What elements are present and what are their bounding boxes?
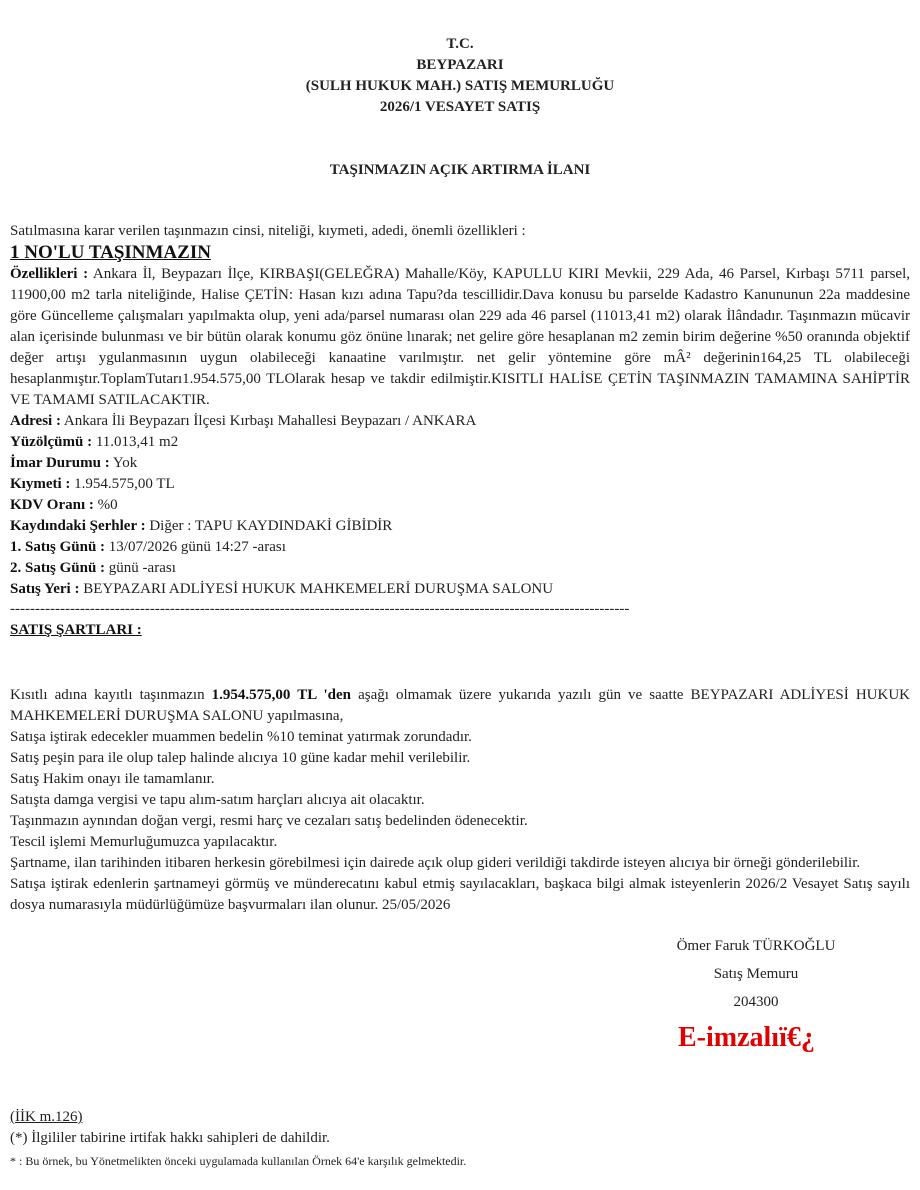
- sale-day-1-value: 13/07/2026 günü 14:27 -arası: [105, 539, 286, 555]
- divider: ----------------------------------------------------------------------------------------------------------------------------: [10, 601, 630, 617]
- annotations-value: Diğer : TAPU KAYDINDAKİ GİBİDİR: [145, 518, 393, 534]
- condition-6: Taşınmazın aynından doğan vergi, resmi harç ve cezaları satış bedelinden ödenecektir.: [10, 813, 528, 829]
- e-signature-stamp: E-imzalıï€¿: [678, 1022, 815, 1053]
- condition-8: Şartname, ilan tarihinden itibaren herkesin görebilmesi için dairede açık olup gideri verildiği takdirde isteyen alıcıya bir örneği gönderilebilir.: [10, 855, 861, 871]
- sale-day-2-label: 2. Satış Günü :: [10, 560, 106, 576]
- features-label: Özellikleri :: [10, 266, 89, 282]
- address-value: Ankara İli Beypazarı İlçesi Kırbaşı Mahallesi Beypazarı / ANKARA: [60, 413, 477, 429]
- sale-place-label: Satış Yeri :: [10, 581, 80, 597]
- sale-place: [10, 579, 910, 600]
- header-office: (SULH HUKUK MAH.) SATIŞ MEMURLUĞU: [305, 78, 615, 94]
- document-page: [10, 34, 910, 916]
- zoning-label: İmar Durumu :: [10, 455, 110, 471]
- condition-9: Satışa iştirak edenlerin şartnameyi görmüş ve münderecatını kabul etmiş sayılacakları, başkaca bilgi almak isteyenlerin 2026/2 Vesayet Satış sayılı dosya numarasıyla müdürlüğümüze başvurmaları ilan olunur. 25/05/2026: [10, 876, 910, 913]
- area-label: Yüzölçümü :: [10, 434, 93, 450]
- header-tc: T.C.: [446, 36, 474, 52]
- property-features: [10, 264, 910, 411]
- condition-1: [10, 685, 910, 727]
- condition-1-amount: 1.954.575,00 TL 'den: [211, 687, 352, 703]
- condition-4: Satış Hakim onayı ile tamamlanır.: [10, 771, 215, 787]
- sale-day-2: [10, 558, 910, 579]
- intro-text: Satılmasına karar verilen taşınmazın cinsi, niteliği, kıymeti, adedi, önemli özellikleri :: [10, 223, 526, 239]
- signature-block: [636, 932, 876, 1016]
- property-area: [10, 432, 910, 453]
- property-heading: 1 NO'LU TAŞINMAZIN: [10, 242, 211, 263]
- footer-note-2: * : Bu örnek, bu Yönetmelikten önceki uygulamada kullanılan Örnek 64'e karşılık gelmektedir.: [10, 1154, 467, 1168]
- property-vat: [10, 495, 910, 516]
- condition-1-pre: Kısıtlı adına kayıtlı taşınmazın: [10, 687, 212, 703]
- condition-1-post: aşağı olmamak üzere yukarıda yazılı gün ve saatte BEYPAZARI ADLİYESİ HUKUK MAHKEMELERİ DURUŞMA SALONU yapılmasına,: [10, 687, 910, 724]
- header-case: 2026/1 VESAYET SATIŞ: [379, 99, 541, 115]
- annotations-label: Kaydındaki Şerhler :: [10, 518, 146, 534]
- condition-7: Tescil işlemi Memurluğumuzca yapılacaktır.: [10, 834, 278, 850]
- vat-label: KDV Oranı :: [10, 497, 94, 513]
- sale-day-1: [10, 537, 910, 558]
- property-annotations: [10, 516, 910, 537]
- condition-5: Satışta damga vergisi ve tapu alım-satım harçları alıcıya ait olacaktır.: [10, 792, 425, 808]
- condition-3: Satış peşin para ile olup talep halinde alıcıya 10 güne kadar mehil verilebilir.: [10, 750, 471, 766]
- property-value: [10, 474, 910, 495]
- property-zoning: [10, 453, 910, 474]
- header-city: BEYPAZARI: [416, 57, 504, 73]
- footer: [10, 1107, 910, 1170]
- sale-place-value: BEYPAZARI ADLİYESİ HUKUK MAHKEMELERİ DURUŞMA SALONU: [79, 581, 554, 597]
- condition-2: Satışa iştirak edecekler muammen bedelin %10 teminat yatırmak zorundadır.: [10, 729, 472, 745]
- sale-day-2-value: günü -arası: [105, 560, 176, 576]
- signer-title: Satış Memuru: [713, 966, 799, 982]
- zoning-value: Yok: [109, 455, 138, 471]
- signer-number: 204300: [733, 994, 779, 1010]
- signer-name: Ömer Faruk TÜRKOĞLU: [676, 938, 836, 954]
- conditions-heading: SATIŞ ŞARTLARI :: [10, 622, 142, 638]
- footer-law-ref[interactable]: (İİK m.126): [10, 1109, 83, 1125]
- area-value: 11.013,41 m2: [92, 434, 179, 450]
- property-address: [10, 411, 910, 432]
- footer-note-1: (*) İlgililer tabirine irtifak hakkı sahipleri de dahildir.: [10, 1130, 330, 1146]
- sale-day-1-label: 1. Satış Günü :: [10, 539, 106, 555]
- address-label: Adresi :: [10, 413, 61, 429]
- features-value: Ankara İl, Beypazarı İlçe, KIRBAŞI(GELEĞRA) Mahalle/Köy, KAPULLU KIRI Mevkii, 229 Ada, 46 Parsel, Kırbaşı 5711 parsel, 11900,00 m2 tarla niteliğinde, Halise ÇETİN: Hasan kızı adına Tapu?da tescillidir.Dava konusu bu parselde Kadastro Kanununun 22a maddesine göre Güncelleme çalışmaları yapılmakta olup, yeni ada/parsel numarası olan 229 ada 46 parsel (11013,41 m2) olarak İlândadır. Taşınmazın mücavir alan içerisinde bulunması ve bir bütün olarak konumu göz önüne lınarak; net gelire göre hesaplanan m2 zemin birim değerine %50 oranında objektif değer artışı ygulanmasının uygun olabileceği kanaatine varılmıştır. net gelir yöntemine göre mÂ² değerinin164,25 TL olabileceği hesaplanmıştır.ToplamTutarı1.954.575,00 TLOlarak hesap ve takdir edilmiştir.KISITLI HALİSE ÇETİN TAŞINMAZIN TAMAMINA SAHİPTİR VE TAMAMI SATILACAKTIR.: [10, 266, 910, 408]
- value-label: Kıymeti :: [10, 476, 71, 492]
- page-title: TAŞINMAZIN AÇIK ARTIRMA İLANI: [329, 162, 591, 178]
- value-value: 1.954.575,00 TL: [70, 476, 175, 492]
- vat-value: %0: [93, 497, 118, 513]
